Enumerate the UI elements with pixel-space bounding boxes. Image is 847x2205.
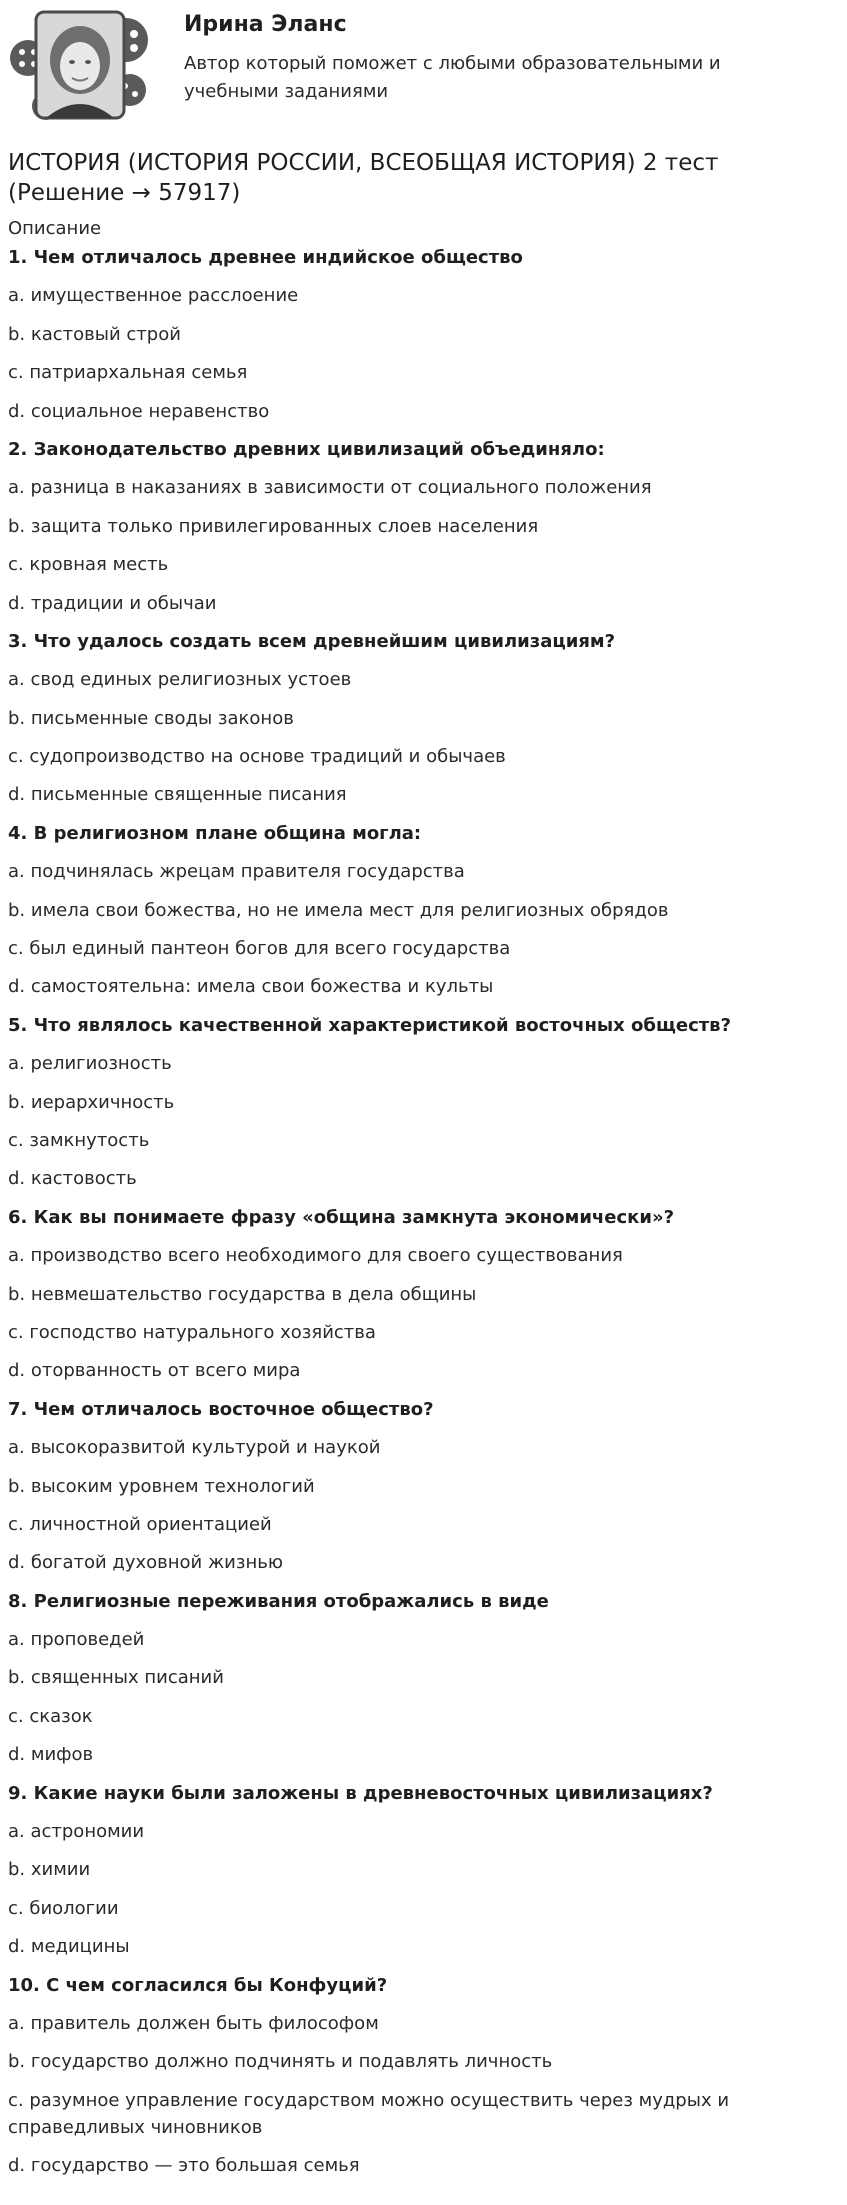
question-block [8, 622, 828, 814]
answer-option: c. замкнутость [8, 1129, 150, 1151]
avatar-image [8, 6, 150, 128]
question-block [8, 430, 828, 622]
answer-option: b. кастовый строй [8, 323, 181, 345]
answer-option: a. астрономии [8, 1821, 145, 1843]
page-title: ИСТОРИЯ (ИСТОРИЯ РОССИИ, ВСЕОБЩАЯ ИСТОРИЯ) 2 тест (Решение → 57917) [8, 150, 719, 206]
answer-option: d. социальное неравенство [8, 400, 270, 422]
answer-option: c. разумное управление государством можно осуществить через мудрых и справедливых чиновников [8, 2089, 730, 2138]
answer-option: c. биологии [8, 1897, 119, 1919]
answer-option: c. кровная месть [8, 554, 169, 576]
question-text: 7. Чем отличалось восточное общество? [8, 1398, 434, 1420]
question-block [8, 1582, 828, 1774]
answer-option: c. сказок [8, 1705, 93, 1727]
answer-option: a. религиозность [8, 1053, 172, 1075]
answer-option: b. защита только привилегированных слоев населения [8, 515, 539, 537]
question-text: 10. С чем согласился бы Конфуций? [8, 1974, 388, 1996]
question-block [8, 1006, 828, 1198]
answer-option: a. свод единых религиозных устоев [8, 669, 352, 691]
question-text: 2. Законодательство древних цивилизаций объединяло: [8, 438, 605, 460]
answer-option: a. высокоразвитой культурой и наукой [8, 1437, 381, 1459]
answer-option: a. имущественное расслоение [8, 285, 299, 307]
answer-option: d. самостоятельна: имела свои божества и культы [8, 976, 494, 998]
description-label: Описание [8, 218, 102, 239]
answer-option: c. господство натурального хозяйства [8, 1321, 376, 1343]
question-block [8, 1390, 828, 1582]
answer-option: c. патриархальная семья [8, 362, 248, 384]
answer-option: b. высоким уровнем технологий [8, 1475, 315, 1497]
answer-option: a. производство всего необходимого для своего существования [8, 1245, 623, 1267]
question-text: 3. Что удалось создать всем древнейшим цивилизациям? [8, 630, 616, 652]
answer-option: a. проповедей [8, 1629, 145, 1651]
answer-option: d. письменные священные писания [8, 784, 347, 806]
answer-option: d. кастовость [8, 1168, 137, 1190]
answer-option: c. личностной ориентацией [8, 1513, 272, 1535]
answer-option: c. был единый пантеон богов для всего государства [8, 938, 511, 960]
answer-option: b. невмешательство государства в дела общины [8, 1283, 477, 1305]
author-name[interactable]: Ирина Эланс [184, 12, 347, 37]
question-block [8, 1774, 828, 1966]
answer-option: d. традиции и обычаи [8, 592, 217, 614]
question-text: 6. Как вы понимаете фразу «община замкнута экономически»? [8, 1206, 675, 1228]
answer-option: a. правитель должен быть философом [8, 2012, 379, 2034]
question-block [8, 1966, 828, 2185]
question-block [8, 1198, 828, 1390]
answer-option: d. мифов [8, 1744, 94, 1766]
answer-option: c. судопроизводство на основе традиций и обычаев [8, 746, 506, 768]
author-avatar[interactable] [8, 6, 150, 128]
answer-option: d. медицины [8, 1936, 130, 1958]
answer-option: b. письменные своды законов [8, 707, 294, 729]
answer-option: b. иерархичность [8, 1091, 175, 1113]
answer-option: d. государство — это большая семья [8, 2155, 360, 2177]
answer-option: b. химии [8, 1859, 91, 1881]
answer-option: d. богатой духовной жизнью [8, 1552, 283, 1574]
question-block [8, 238, 828, 430]
answer-option: b. имела свои божества, но не имела мест для религиозных обрядов [8, 899, 669, 921]
question-text: 1. Чем отличалось древнее индийское общество [8, 247, 523, 268]
question-block [8, 814, 828, 1006]
question-text: 8. Религиозные переживания отображались в виде [8, 1590, 549, 1612]
answer-option: a. подчинялась жрецам правителя государства [8, 861, 465, 883]
question-list [8, 238, 828, 2185]
author-description: Автор который поможет с любыми образовательными и учебными заданиями [184, 53, 721, 102]
question-text: 5. Что являлось качественной характеристикой восточных обществ? [8, 1014, 732, 1036]
question-text: 9. Какие науки были заложены в древневосточных цивилизациях? [8, 1782, 713, 1804]
question-text: 4. В религиозном плане община могла: [8, 822, 422, 844]
author-card [8, 6, 838, 128]
answer-option: d. оторванность от всего мира [8, 1360, 301, 1382]
answer-option: b. священных писаний [8, 1667, 224, 1689]
answer-option: a. разница в наказаниях в зависимости от социального положения [8, 477, 652, 499]
answer-option: b. государство должно подчинять и подавлять личность [8, 2051, 553, 2073]
